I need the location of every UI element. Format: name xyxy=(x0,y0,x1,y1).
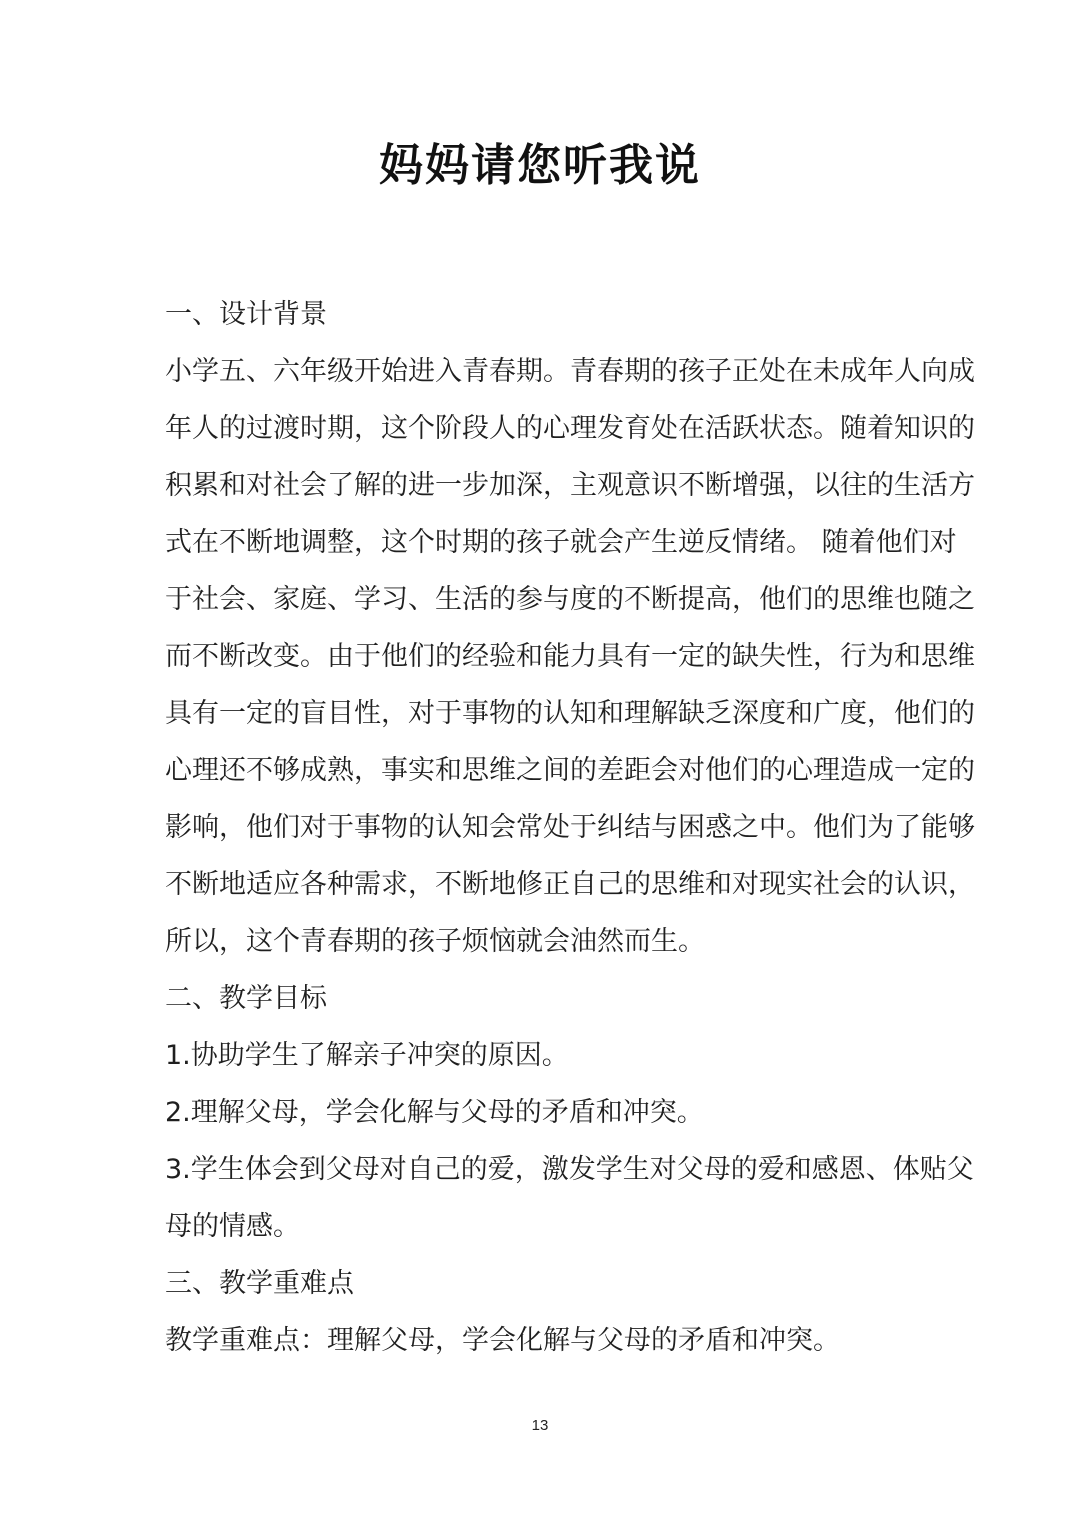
goal-item-3: 3.学生体会到父母对自己的爱，激发学生对父母的爱和感恩、体贴父 xyxy=(165,1154,974,1185)
goal-item-3-continued: 母的情感。 xyxy=(165,1211,300,1242)
document-body xyxy=(165,286,975,1369)
section-heading-key-difficulties: 三、教学重难点 xyxy=(165,1268,354,1299)
paragraph-line: 而不断改变。由于他们的经验和能力具有一定的缺失性，行为和思维 xyxy=(165,641,975,672)
paragraph-line: 不断地适应各种需求，不断地修正自己的思维和对现实社会的认识， xyxy=(165,869,975,900)
paragraph-line: 年人的过渡时期，这个阶段人的心理发育处在活跃状态。随着知识的 xyxy=(165,413,975,444)
section-heading-design-background: 一、设计背景 xyxy=(165,299,327,330)
paragraph-line: 式在不断地调整，这个时期的孩子就会产生逆反情绪。 随着他们对 xyxy=(165,527,957,558)
paragraph-line: 具有一定的盲目性，对于事物的认知和理解缺乏深度和广度，他们的 xyxy=(165,698,975,729)
paragraph-line: 影响，他们对于事物的认知会常处于纠结与困惑之中。他们为了能够 xyxy=(165,812,975,843)
paragraph-line: 小学五、六年级开始进入青春期。青春期的孩子正处在未成年人向成 xyxy=(165,356,975,387)
page-number: 13 xyxy=(531,1417,549,1434)
goal-item-1: 1.协助学生了解亲子冲突的原因。 xyxy=(165,1040,569,1071)
paragraph-line: 所以，这个青春期的孩子烦恼就会油然而生。 xyxy=(165,926,705,957)
section-heading-teaching-goals: 二、教学目标 xyxy=(165,983,327,1014)
document-title: 妈妈请您听我说 xyxy=(379,140,701,191)
paragraph-line: 积累和对社会了解的进一步加深，主观意识不断增强，以往的生活方 xyxy=(165,470,975,501)
paragraph-line: 于社会、家庭、学习、生活的参与度的不断提高，他们的思维也随之 xyxy=(165,584,975,615)
key-difficulties-text: 教学重难点：理解父母，学会化解与父母的矛盾和冲突。 xyxy=(165,1325,840,1356)
paragraph-line: 心理还不够成熟，事实和思维之间的差距会对他们的心理造成一定的 xyxy=(165,755,975,786)
goal-item-2: 2.理解父母，学会化解与父母的矛盾和冲突。 xyxy=(165,1097,704,1128)
